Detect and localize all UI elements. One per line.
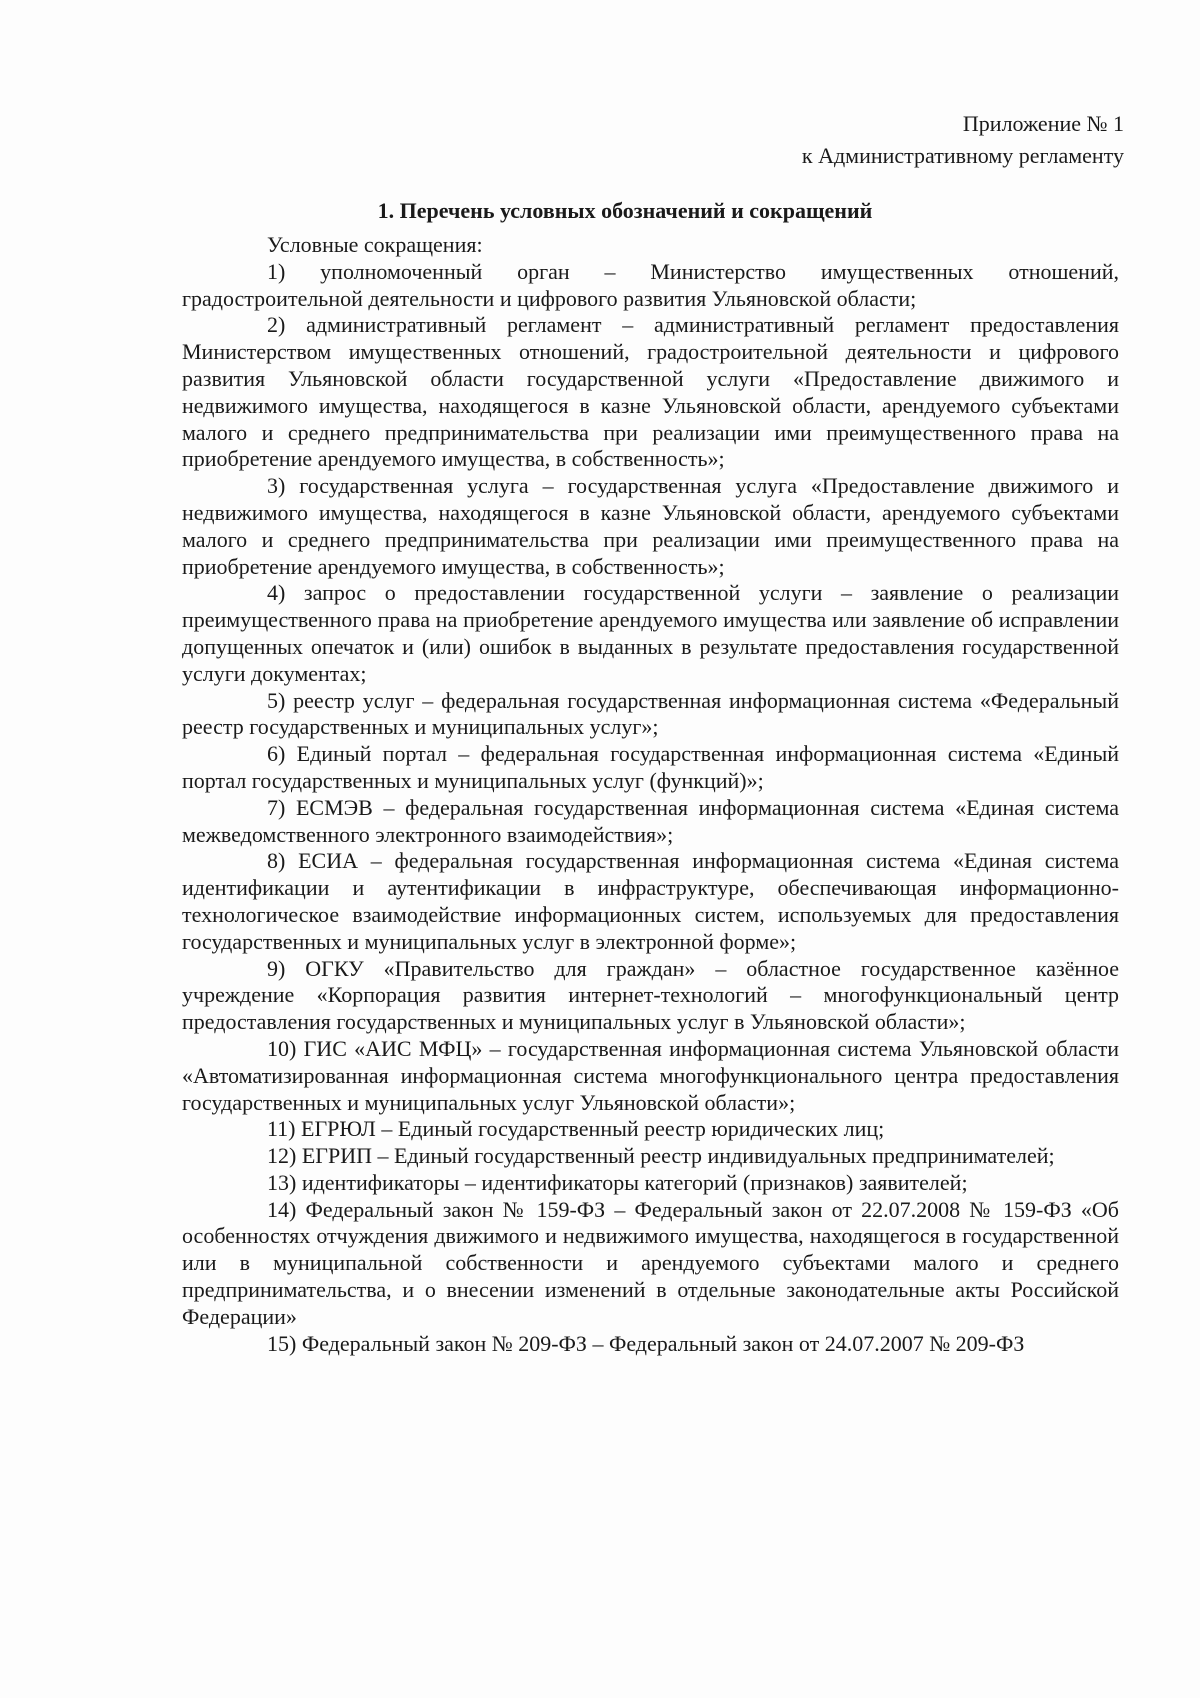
list-item: 13) идентификаторы – идентификаторы категорий (признаков) заявителей; <box>267 1169 968 1195</box>
list-item: 14) Федеральный закон № 159-ФЗ – Федеральный закон от 22.07.2008 № 159-ФЗ «Об особенностях отчуждения движимого и недвижимого имущества, находящегося в государственной или в муниципальной собственности и арендуемого субъектами малого и среднего предпринимательства, и о внесении изменений в отдельные законодательные акты Российской Федерации» <box>182 1196 1119 1329</box>
list-item: 9) ОГКУ «Правительство для граждан» – областное государственное казённое учреждение «Корпорация развития интернет-технологий – многофункциональный центр предоставления государственных и муниципальных услуг в Ульяновской области»; <box>182 955 1119 1035</box>
section-title: 1. Перечень условных обозначений и сокращений <box>377 198 873 223</box>
list-item: 12) ЕГРИП – Единый государственный реестр индивидуальных предпринимателей; <box>267 1143 1055 1169</box>
list-item: 15) Федеральный закон № 209-ФЗ – Федеральный закон от 24.07.2007 № 209-ФЗ <box>267 1330 1025 1356</box>
list-item: 5) реестр услуг – федеральная государственная информационная система «Федеральный реестр государственных и муниципальных услуг»; <box>182 687 1119 740</box>
list-item: 1) уполномоченный орган – Министерство имущественных отношений, градостроительной деятельности и цифрового развития Ульяновской области; <box>182 258 1119 311</box>
list-item: 10) ГИС «АИС МФЦ» – государственная информационная система Ульяновской области «Автоматизированная информационная система многофункционального центра предоставления государственных и муниципальных услуг Ульяновской области»; <box>182 1035 1119 1115</box>
list-item: 7) ЕСМЭВ – федеральная государственная информационная система «Единая система межведомственного электронного взаимодействия»; <box>182 794 1119 847</box>
appendix-header <box>802 108 1124 172</box>
abbreviations-list <box>182 232 1119 1357</box>
list-item: 3) государственная услуга – государственная услуга «Предоставление движимого и недвижимого имущества, находящегося в казне Ульяновской области, арендуемого субъектами малого и среднего предпринимательства при реализации ими преимущественного права на приобретение арендуемого имущества, в собственность»; <box>182 473 1119 579</box>
appendix-reference: к Административному регламенту <box>801 143 1124 168</box>
list-item: 8) ЕСИА – федеральная государственная информационная система «Единая система идентификации и аутентификации в инфраструктуре, обеспечивающая информационно-технологическое взаимодействие информационных систем, используемых для предоставления государственных и муниципальных услуг в электронной форме»; <box>182 848 1119 954</box>
list-item: 6) Единый портал – федеральная государственная информационная система «Единый портал государственных и муниципальных услуг (функций)»; <box>182 741 1119 793</box>
list-item: 11) ЕГРЮЛ – Единый государственный реестр юридических лиц; <box>267 1116 885 1142</box>
appendix-number: Приложение № 1 <box>962 111 1124 136</box>
list-item: 4) запрос о предоставлении государственной услуги – заявление о реализации преимущественного права на приобретение арендуемого имущества или заявление об исправлении допущенных опечаток и (или) ошибок в выданных в результате предоставления государственной услуги документах; <box>182 580 1119 686</box>
list-subheading: Условные сокращения: <box>267 232 483 257</box>
list-item: 2) административный регламент – административный регламент предоставления Министерством имущественных отношений, градостроительной деятельности и цифрового развития Ульяновской области государственной услуги «Предоставление движимого и недвижимого имущества, находящегося в казне Ульяновской области, арендуемого субъектами малого и среднего предпринимательства при реализации ими преимущественного права на приобретение арендуемого имущества, в собственность»; <box>182 312 1119 472</box>
